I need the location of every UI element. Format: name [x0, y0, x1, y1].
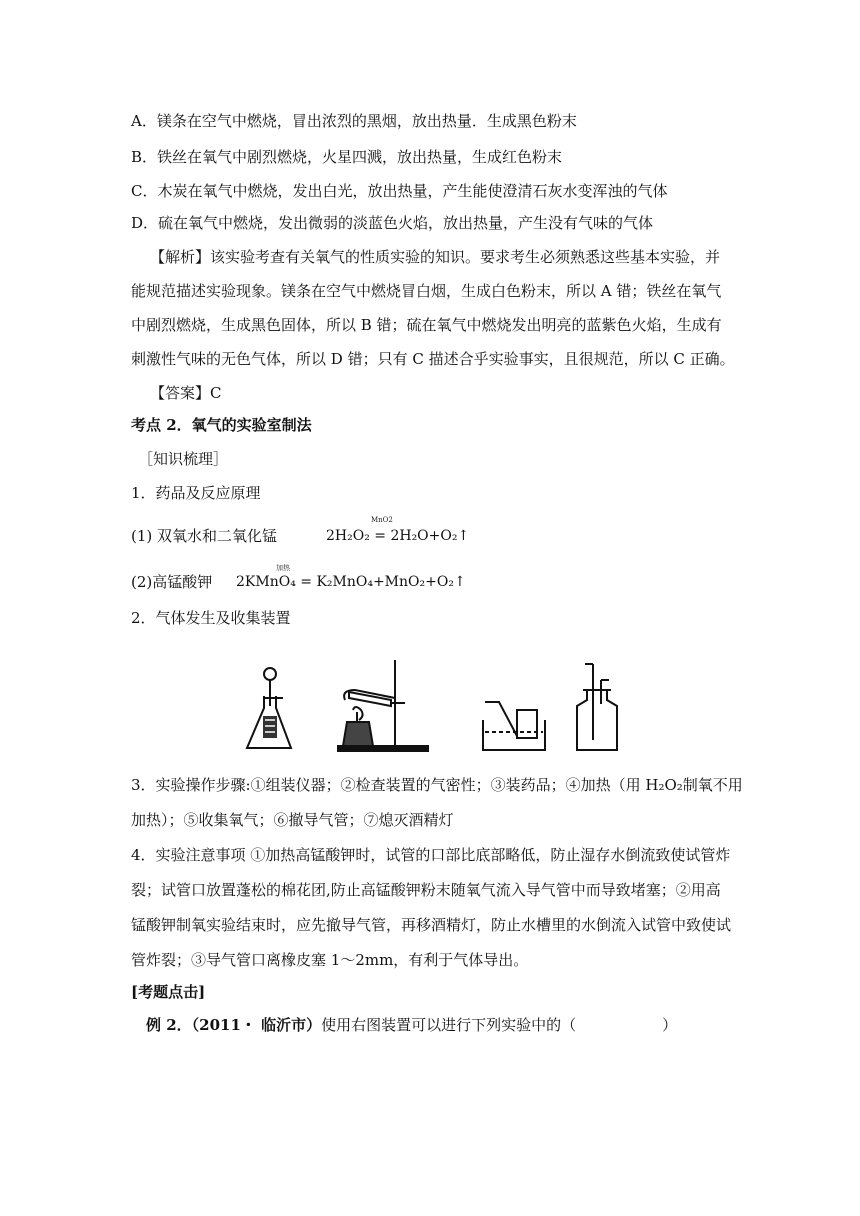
gas-bottle-icon — [577, 664, 617, 750]
item-1a-equation: 2H₂O₂ = 2H₂O+O₂↑ — [326, 528, 470, 544]
item-2: 2．气体发生及收集装置 — [131, 609, 291, 627]
item-4-line-3: 锰酸钾制氧实验结束时，应先撤导气管，再移酒精灯，防止水槽里的水倒流入试管中致使试 — [131, 916, 732, 934]
item-1a-condition: MnO2 — [371, 516, 393, 524]
analysis-line-4: 刺激性气味的无色气体，所以 D 错；只有 C 描述合乎实验事实，且很规范，所以 C 正确。 — [131, 350, 735, 368]
water-trough-icon — [483, 702, 545, 750]
exam-heading: [考题点击] — [131, 983, 206, 1001]
option-c: C．木炭在氧气中燃烧，发出白光，放出热量，产生能使澄清石灰水变浑浊的气体 — [131, 182, 668, 200]
item-3-line-1: 3．实验操作步骤:①组装仪器；②检查装置的气密性；③装药品；④加热（用 H₂O₂制氧不用 — [131, 776, 743, 794]
item-1b-label: (2)高锰酸钾 — [131, 573, 213, 591]
apparatus-figure — [245, 660, 625, 756]
item-4-line-2: 裂；试管口放置蓬松的棉花团,防止高锰酸钾粉末随氧气流入导气管中而导致堵塞；②用高 — [131, 881, 721, 899]
item-1a-label: (1) 双氧水和二氧化锰 — [131, 527, 278, 545]
item-1: 1．药品及反应原理 — [131, 484, 261, 502]
item-4-line-4: 管炸裂；③导气管口离橡皮塞 1～2mm，有利于气体导出。 — [131, 951, 529, 969]
analysis-line-2: 能规范描述实验现象。镁条在空气中燃烧冒白烟，生成白色粉末，所以 A 错；铁丝在氧气 — [131, 282, 722, 300]
knowledge-heading: ［知识梳理］ — [138, 450, 229, 468]
answer: 【答案】C — [150, 384, 222, 402]
conical-flask-icon — [247, 668, 291, 748]
example-close: ） — [662, 1016, 678, 1034]
item-4-line-1: 4．实验注意事项 ①加热高锰酸钾时，试管的口部比底部略低，防止湿存水倒流致使试管炸 — [131, 846, 731, 864]
example-label: 例 2．（2011・ 临沂市） — [146, 1016, 322, 1034]
item-3-line-2: 加热）；⑤收集氧气；⑥撤导气管；⑦熄灭酒精灯 — [131, 811, 454, 829]
analysis-line-3: 中剧烈燃烧，生成黑色固体，所以 B 错；硫在氧气中燃烧发出明亮的蓝紫色火焰，生成有 — [131, 316, 722, 334]
example-2 — [146, 1015, 677, 1035]
item-1b-equation: 2KMnO₄ = K₂MnO₄+MnO₂+O₂↑ — [236, 574, 466, 590]
section-title: 考点 2．氧气的实验室制法 — [131, 416, 312, 434]
item-1b-condition: 加热 — [276, 564, 290, 572]
option-b: B．铁丝在氧气中剧烈燃烧，火星四溅，放出热量，生成红色粉末 — [131, 148, 563, 166]
option-d: D．硫在氧气中燃烧，发出微弱的淡蓝色火焰，放出热量，产生没有气味的气体 — [131, 214, 654, 232]
analysis-line-1: 【解析】该实验考查有关氧气的性质实验的知识。要求考生必须熟悉这些基本实验，并 — [150, 248, 721, 266]
heating-setup-icon — [338, 660, 428, 751]
example-text: 使用右图装置可以进行下列实验中的（ — [321, 1016, 577, 1034]
option-a: A．镁条在空气中燃烧，冒出浓烈的黑烟，放出热量．生成黑色粉末 — [131, 112, 577, 130]
